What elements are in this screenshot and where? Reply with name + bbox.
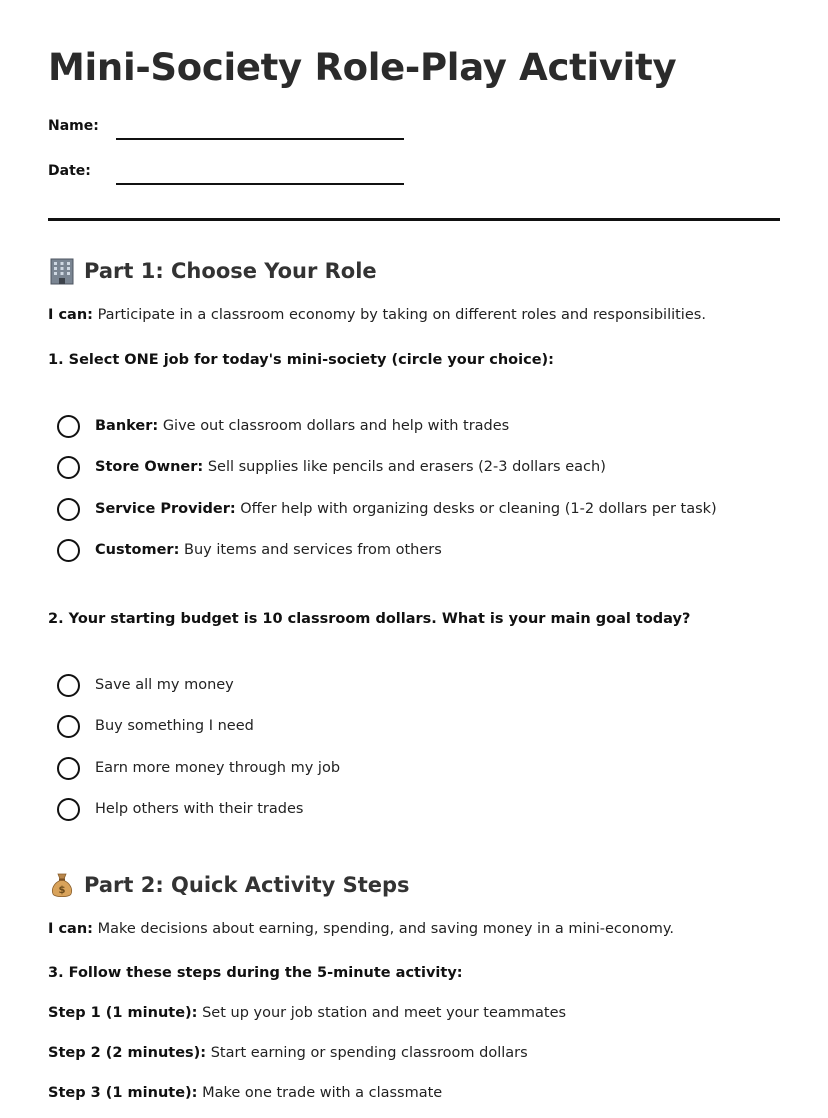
option-label: Service Provider:: [95, 501, 236, 517]
part2-ican: [48, 921, 674, 937]
step-text: Make one trade with a classmate: [202, 1085, 443, 1101]
date-label: Date:: [48, 163, 91, 179]
page-title: Mini-Society Role-Play Activity: [48, 46, 677, 89]
q2-option-buy[interactable]: [57, 713, 254, 739]
step-text: Set up your job station and meet your teammates: [202, 1005, 567, 1021]
step-2: [48, 1045, 528, 1061]
q1-option-service-provider[interactable]: [57, 496, 717, 522]
option-label: Customer:: [95, 542, 180, 558]
part1-heading: [48, 257, 377, 285]
radio-circle[interactable]: [57, 498, 80, 521]
q1-option-banker[interactable]: [57, 413, 509, 439]
step-text: Start earning or spending classroom dollars: [210, 1045, 528, 1061]
option-text: Sell supplies like pencils and erasers (2-3 dollars each): [207, 459, 606, 475]
part1-ican-label: I can:: [48, 307, 93, 323]
part1-ican: [48, 307, 706, 323]
option-label: Store Owner:: [95, 459, 204, 475]
name-label: Name:: [48, 118, 99, 134]
date-field-line[interactable]: [116, 183, 404, 185]
name-field-line[interactable]: [116, 138, 404, 140]
office-building-icon: [48, 257, 76, 285]
question-2: 2. Your starting budget is 10 classroom dollars. What is your main goal today?: [48, 611, 691, 627]
q2-option-help[interactable]: [57, 796, 303, 822]
part2-ican-text: Make decisions about earning, spending, and saving money in a mini-economy.: [97, 921, 675, 937]
money-bag-icon: [48, 871, 76, 899]
step-3: [48, 1085, 442, 1101]
step-label: Step 2 (2 minutes):: [48, 1045, 207, 1061]
radio-circle[interactable]: [57, 715, 80, 738]
option-text: Earn more money through my job: [95, 760, 341, 776]
q1-option-customer[interactable]: [57, 537, 442, 563]
step-1: [48, 1005, 566, 1021]
q1-option-store-owner[interactable]: [57, 454, 606, 480]
part2-heading: [48, 871, 410, 899]
option-text: Buy items and services from others: [184, 542, 442, 558]
radio-circle[interactable]: [57, 539, 80, 562]
option-text: Give out classroom dollars and help with trades: [162, 418, 510, 434]
part2-ican-label: I can:: [48, 921, 93, 937]
question-1: 1. Select ONE job for today's mini-society (circle your choice):: [48, 352, 554, 368]
step-label: Step 1 (1 minute):: [48, 1005, 198, 1021]
q2-option-save[interactable]: [57, 672, 234, 698]
option-text: Save all my money: [95, 677, 234, 693]
option-text: Help others with their trades: [95, 801, 304, 817]
question-3: 3. Follow these steps during the 5-minute activity:: [48, 965, 463, 981]
option-text: Buy something I need: [95, 718, 254, 734]
radio-circle[interactable]: [57, 415, 80, 438]
step-label: Step 3 (1 minute):: [48, 1085, 198, 1101]
svg-text:$: $: [58, 885, 66, 896]
q2-option-earn[interactable]: [57, 755, 340, 781]
part1-heading-text: Part 1: Choose Your Role: [84, 259, 377, 283]
radio-circle[interactable]: [57, 456, 80, 479]
divider: [48, 218, 780, 221]
radio-circle[interactable]: [57, 757, 80, 780]
radio-circle[interactable]: [57, 674, 80, 697]
radio-circle[interactable]: [57, 798, 80, 821]
option-label: Banker:: [95, 418, 159, 434]
option-text: Offer help with organizing desks or cleaning (1-2 dollars per task): [240, 501, 717, 517]
part1-ican-text: Participate in a classroom economy by taking on different roles and responsibilities.: [97, 307, 706, 323]
part2-heading-text: Part 2: Quick Activity Steps: [84, 873, 410, 897]
